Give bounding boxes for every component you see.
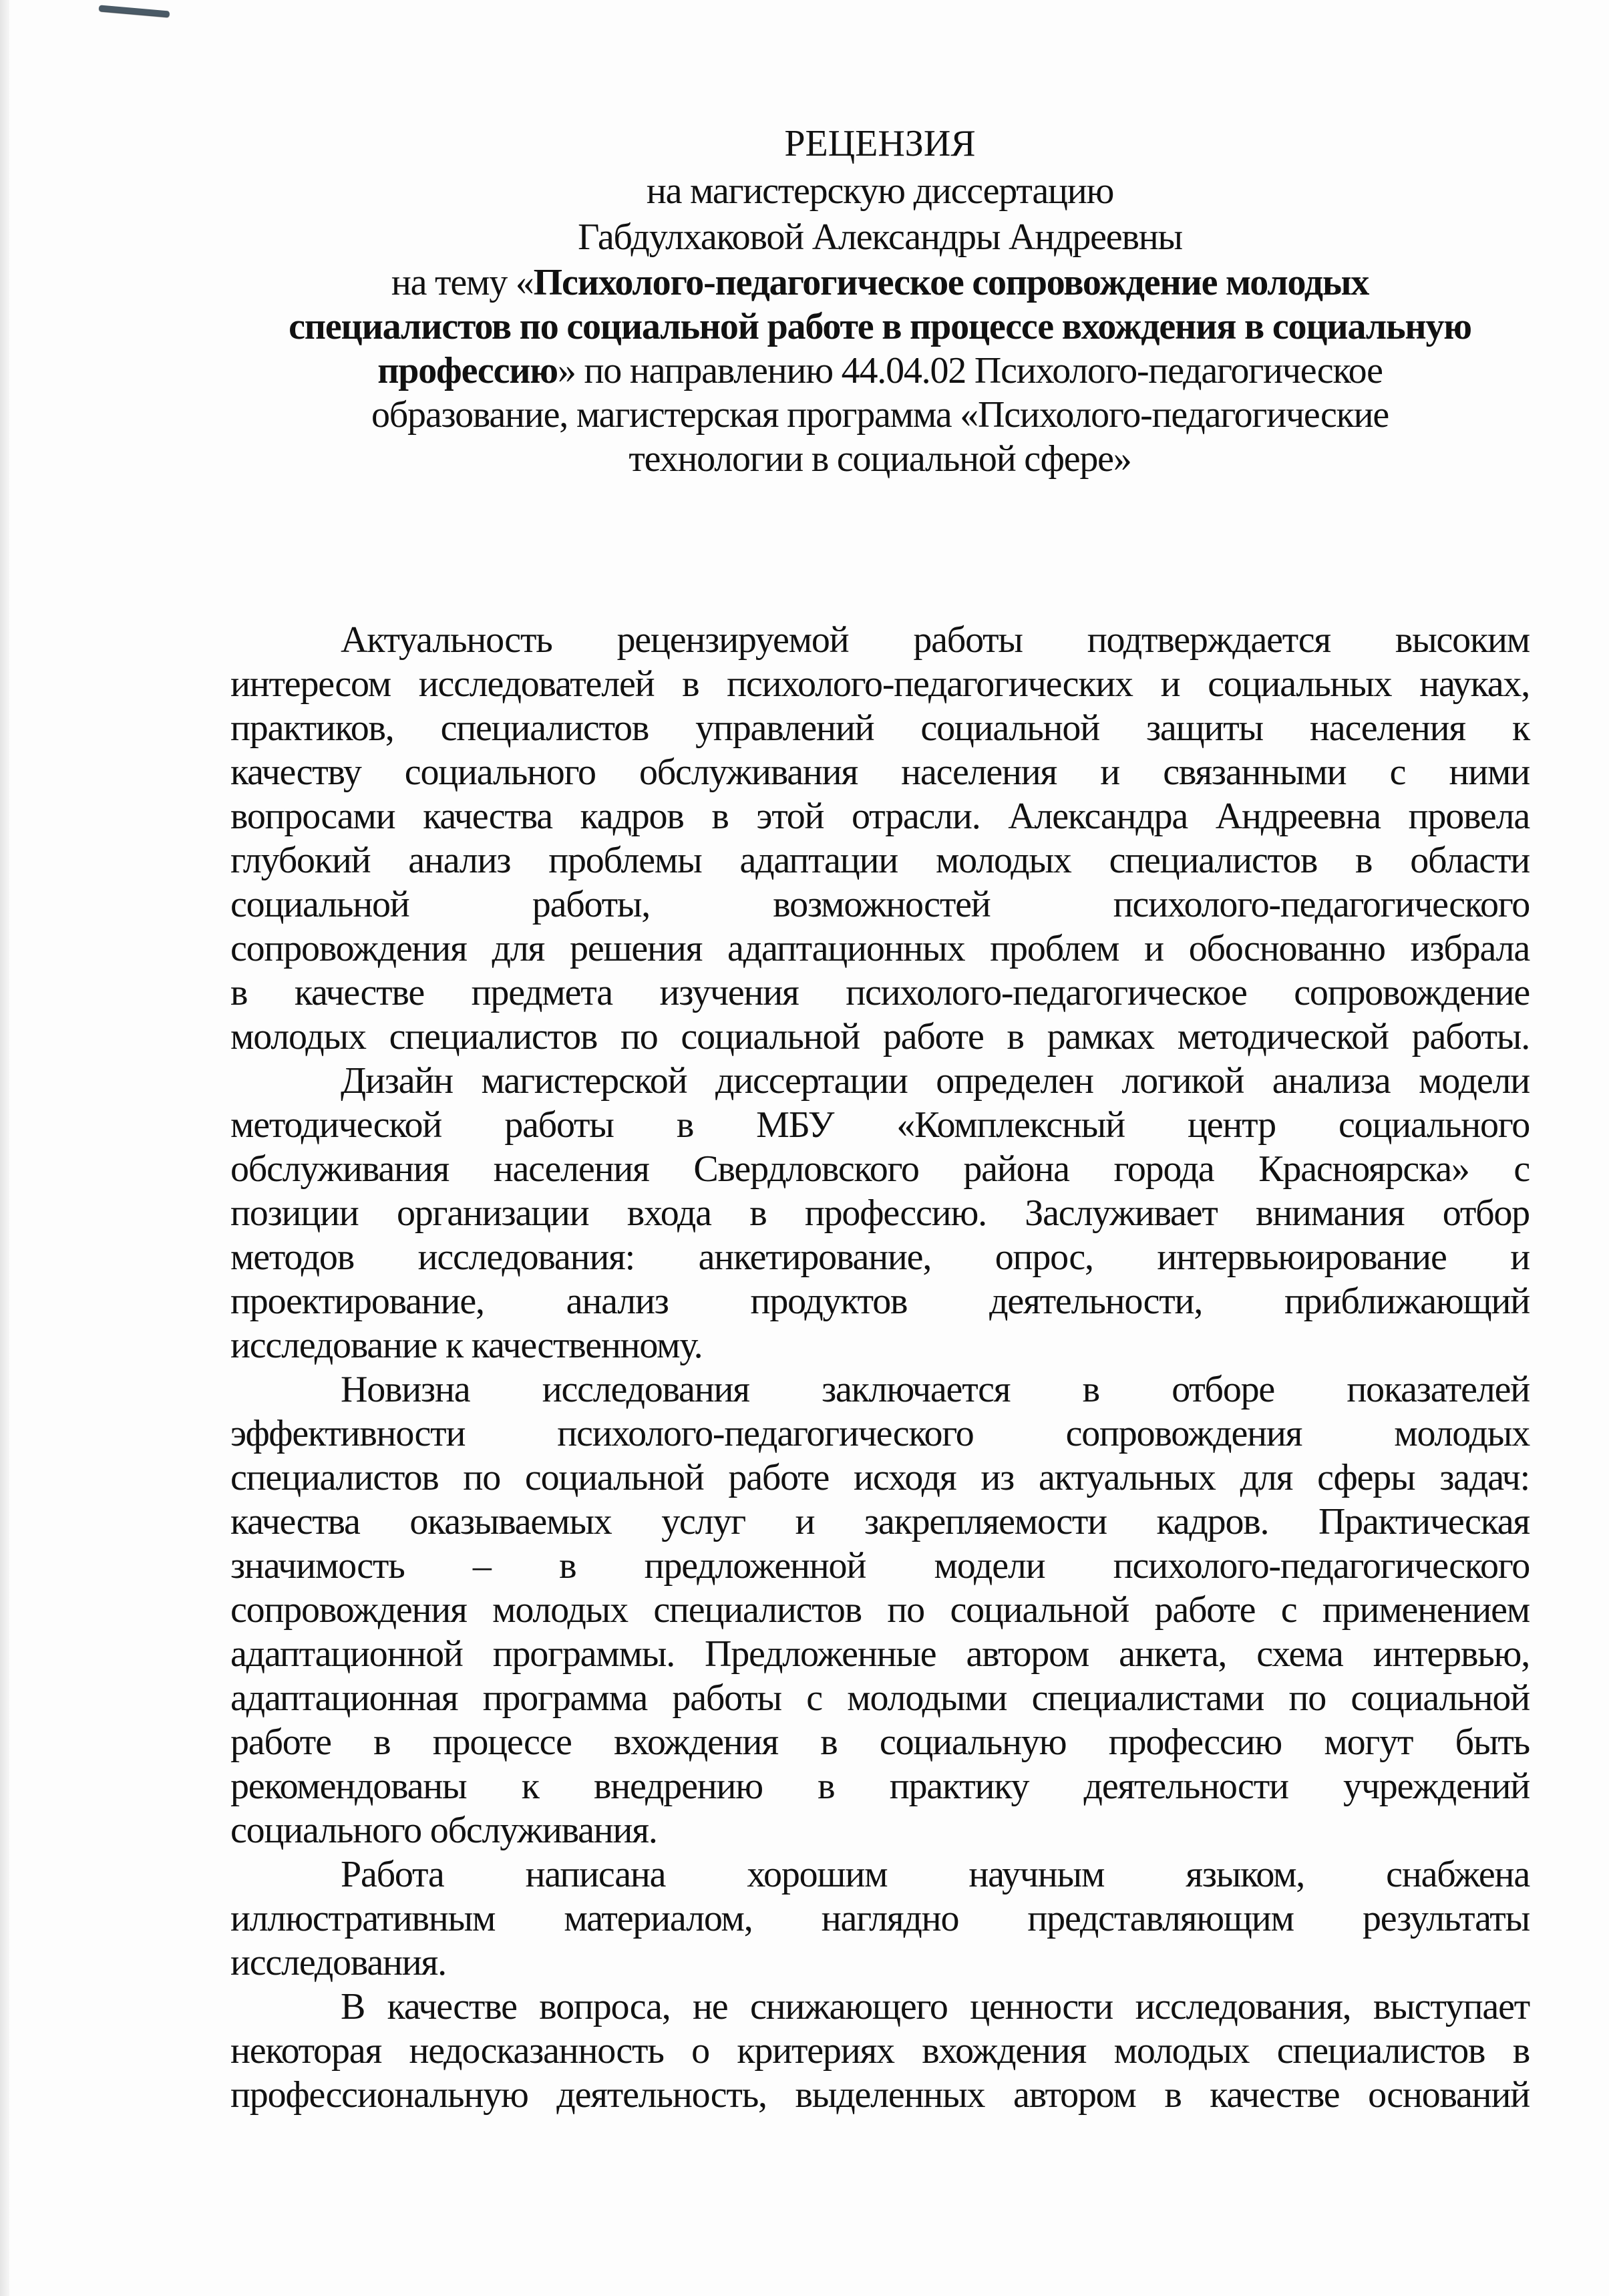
topic-prefix: на тему « [391,262,534,303]
paragraph-line: сопровождения молодых специалистов по социальной работе с применением [230,1589,1530,1631]
topic-title-part-1: Психолого-педагогическое сопровождение молодых [533,262,1369,303]
topic-title-part-2: специалистов по социальной работе в процессе вхождения в социальную [289,306,1471,347]
staple-mark [99,5,170,17]
page-edge-shadow [0,0,9,2296]
paragraph-line: Дизайн магистерской диссертации определен логикой анализа модели [341,1060,1530,1102]
topic-line-1 [230,261,1530,305]
paragraph-line: качества оказываемых услуг и закрепляемости кадров. Практическая [230,1501,1530,1542]
paragraph-line: глубокий анализ проблемы адаптации молодых специалистов в области [230,840,1530,881]
paragraph-line: Работа написана хорошим научным языком, снабжена [341,1854,1530,1895]
paragraph-line: позиции организации входа в профессию. Заслуживает внимания отбор [230,1192,1530,1234]
program-line-2: технологии в социальной сфере» [629,438,1131,480]
paragraph-line: профессиональную деятельность, выделенных автором в качестве оснований [230,2074,1530,2116]
paragraph-line: вопросами качества кадров в этой отрасли. Александра Андреевна провела [230,796,1530,837]
program-line-1: образование, магистерская программа «Психолого-педагогические [371,394,1389,436]
paragraph-line: рекомендованы к внедрению в практику деятельности учреждений [230,1766,1530,1807]
author-name: Габдулхаковой Александры Андреевны [578,216,1182,258]
paragraph-line: обслуживания населения Свердловского района города Красноярска» с [230,1148,1530,1190]
paragraph-line: исследования. [230,1942,446,1983]
document-title: РЕЦЕНЗИЯ [784,123,976,164]
paragraph-line: методов исследования: анкетирование, опрос, интервьюирование и [230,1237,1530,1278]
paragraph-line: значимость – в предложенной модели психолого-педагогического [230,1545,1530,1587]
paragraph-line: практиков, специалистов управлений социальной защиты населения к [230,707,1530,749]
subtitle-dissertation: на магистерскую диссертацию [646,170,1114,212]
paragraph-line: эффективности психолого-педагогического сопровождения молодых [230,1413,1530,1454]
paragraph-line: молодых специалистов по социальной работе в рамках методической работы. [230,1016,1530,1057]
paragraph-line: иллюстративным материалом, наглядно представляющим результаты [230,1898,1530,1939]
paragraph-line: работе в процессе вхождения в социальную профессию могут быть [230,1721,1530,1763]
paragraph-line: Актуальность рецензируемой работы подтверждается высоким [341,619,1530,661]
paragraph-line: проектирование, анализ продуктов деятельности, приближающий [230,1281,1530,1322]
paragraph-line: интересом исследователей в психолого-педагогических и социальных науках, [230,663,1530,705]
paragraph-line: специалистов по социальной работе исходя из актуальных для сферы задач: [230,1457,1530,1498]
paragraph-line: социального обслуживания. [230,1810,657,1851]
paragraph-line: исследование к качественному. [230,1325,703,1366]
topic-line-3 [230,349,1530,393]
paragraph-line: некоторая недосказанность о критериях вхождения молодых специалистов в [230,2030,1530,2072]
paragraph-line: сопровождения для решения адаптационных проблем и обоснованно избрала [230,928,1530,969]
paragraph-line: качеству социального обслуживания населения и связанными с ними [230,752,1530,793]
paragraph-line: адаптационной программы. Предложенные автором анкета, схема интервью, [230,1633,1530,1675]
paragraph-line: социальной работы, возможностей психолого-педагогического [230,884,1530,925]
paragraph-line: адаптационная программа работы с молодыми специалистами по социальной [230,1677,1530,1719]
paragraph-line: В качестве вопроса, не снижающего ценности исследования, выступает [341,1986,1530,2027]
paragraph-line: Новизна исследования заключается в отборе показателей [341,1369,1530,1410]
paragraph-line: в качестве предмета изучения психолого-педагогическое сопровождение [230,972,1530,1013]
paragraph-line: методической работы в МБУ «Комплексный центр социального [230,1104,1530,1146]
topic-title-part-3: профессию [377,350,558,391]
topic-direction: » по направлению 44.04.02 Психолого-педагогическое [557,350,1383,391]
